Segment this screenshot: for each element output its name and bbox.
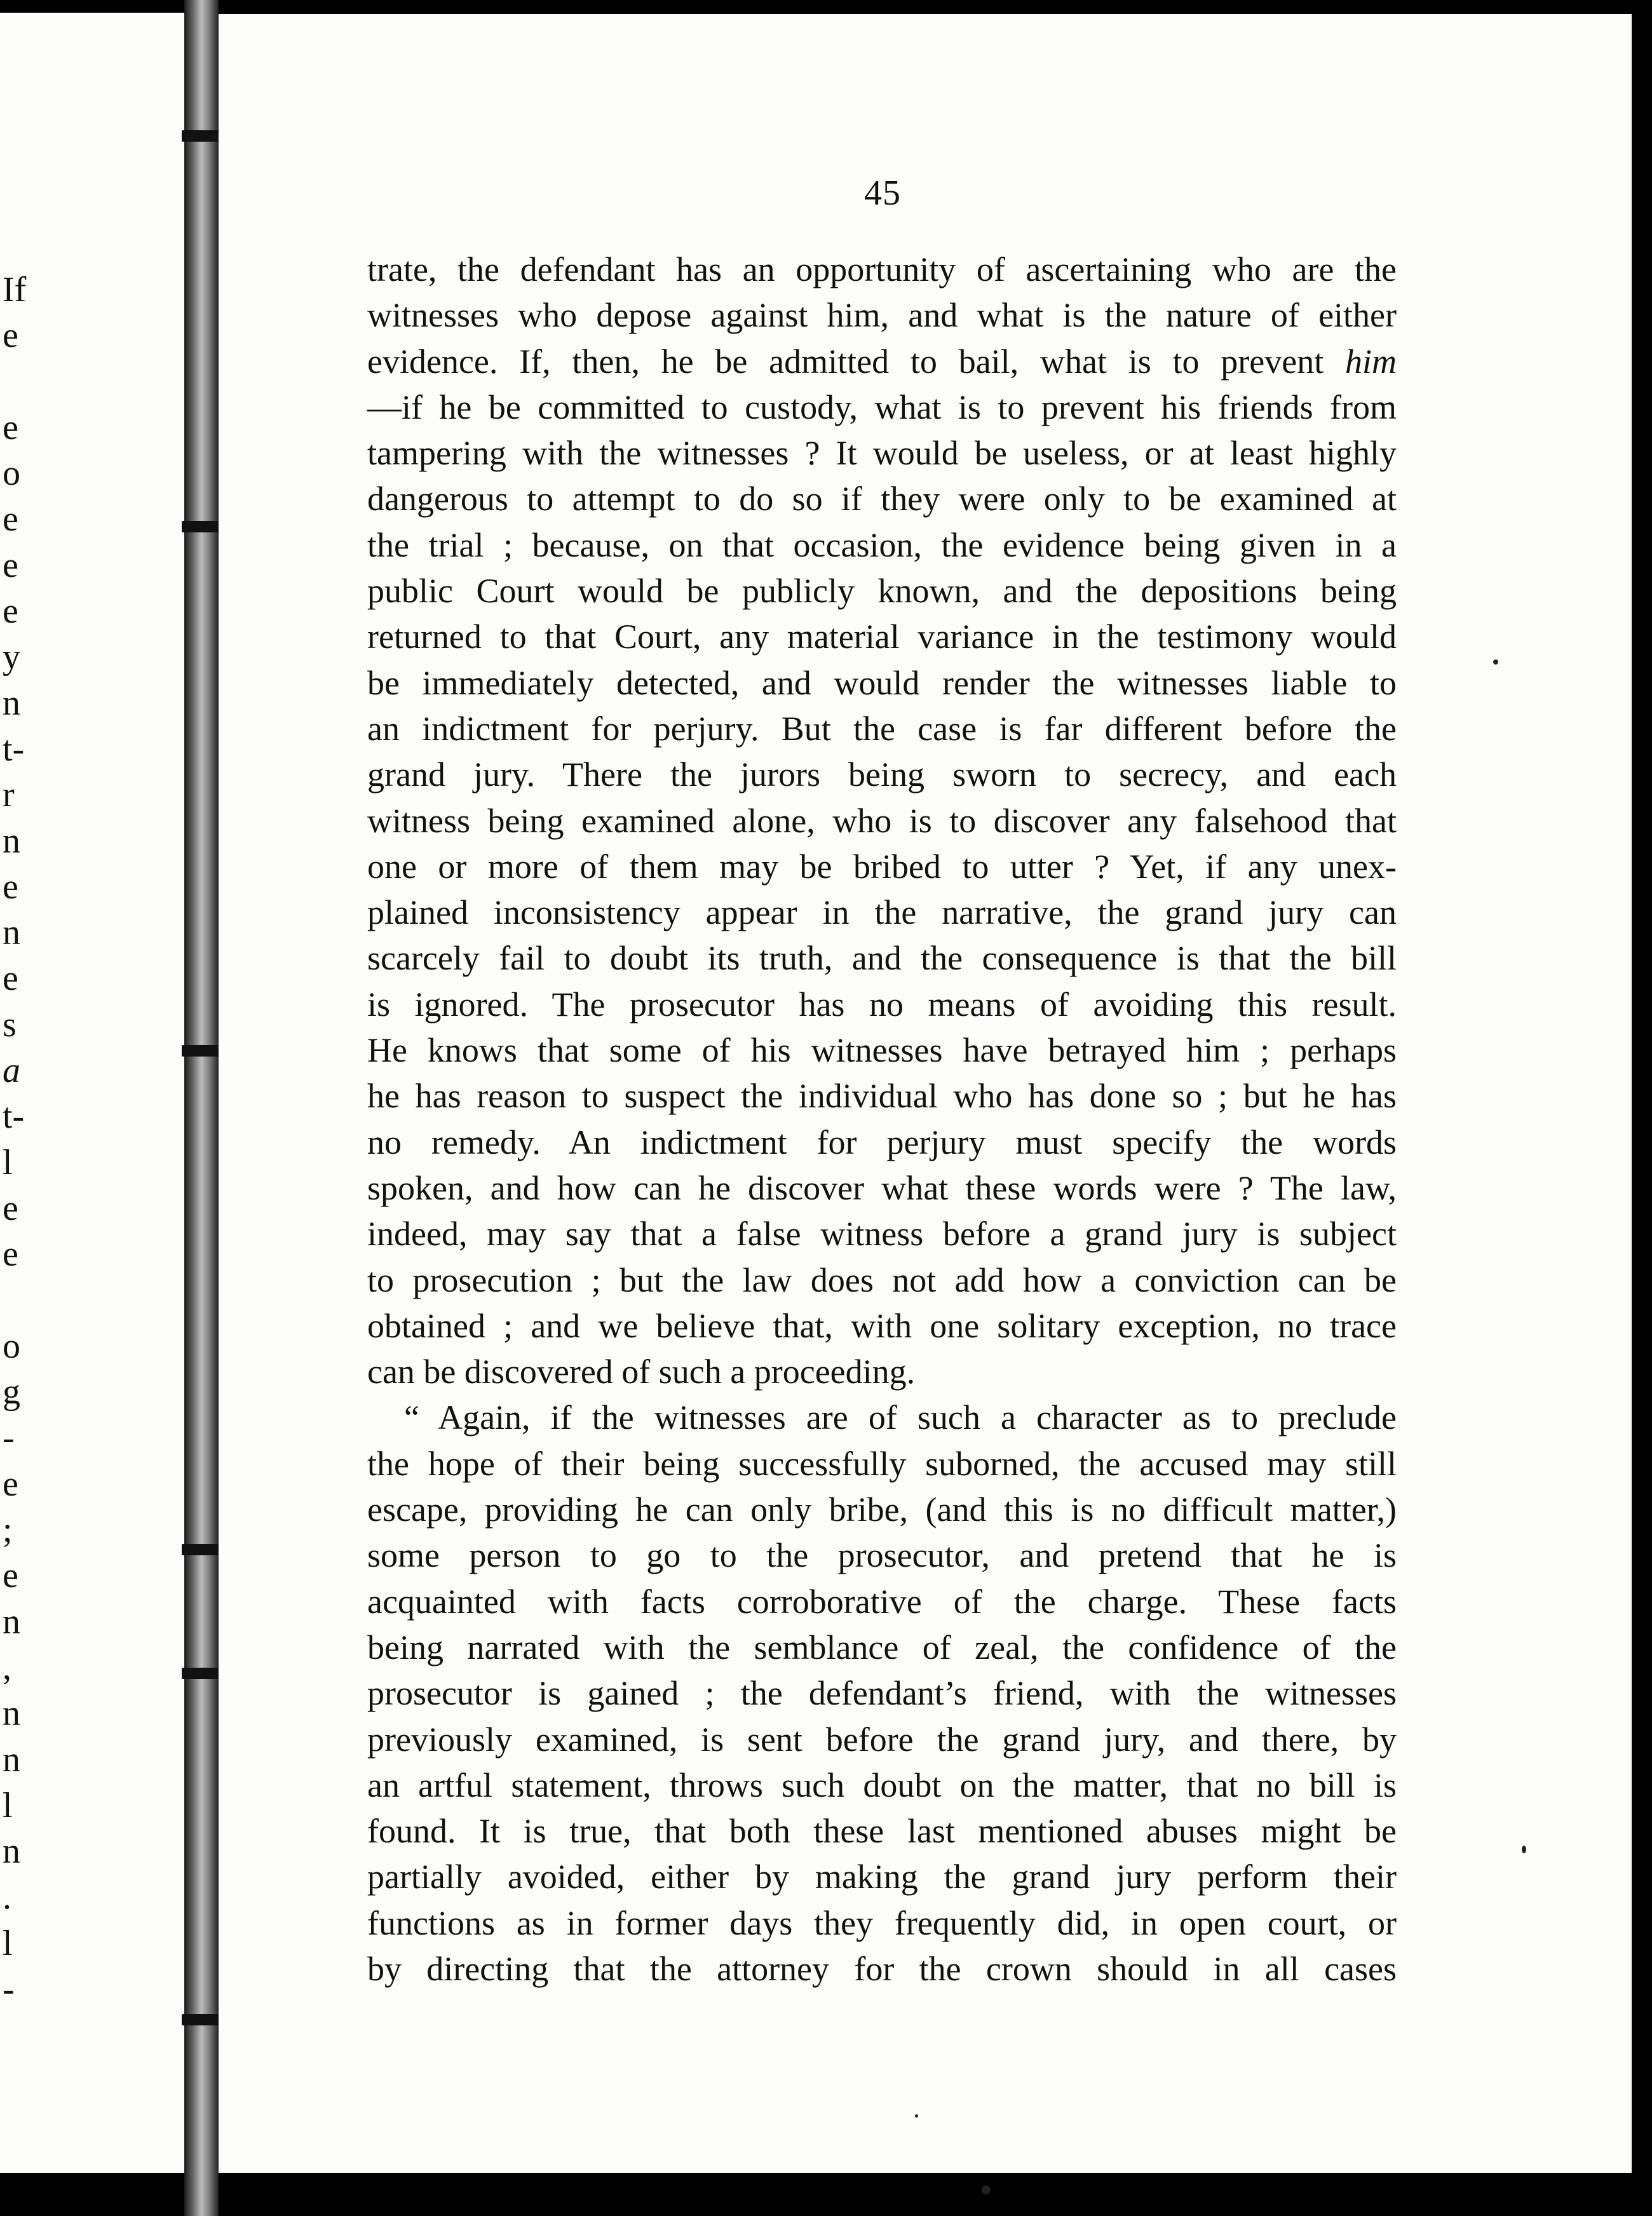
left-char: l <box>3 1923 13 1963</box>
gutter-stitch-mark <box>182 1544 221 1555</box>
left-char: o <box>3 454 20 494</box>
left-char: l <box>3 1142 13 1182</box>
gutter-stitch-mark <box>182 1045 221 1057</box>
text-line: witnesses who depose against him, and what is the nature of either <box>367 296 1397 335</box>
left-char: ; <box>3 1510 13 1550</box>
left-char: - <box>3 1418 15 1458</box>
text-line: can be discovered of such a proceeding. <box>367 1353 916 1391</box>
text-line: the trial ; because, on that occasion, the evidence being given in a <box>367 525 1397 564</box>
text-line: He knows that some of his witnesses have betrayed him ; perhaps <box>367 1031 1397 1070</box>
text-line: spoken, and how can he discover what these words were ? The law, <box>367 1168 1397 1207</box>
text-line: being narrated with the semblance of zeal, the confidence of the <box>367 1628 1397 1666</box>
text-line: grand jury. There the jurors being sworn to secrecy, and each <box>367 755 1397 794</box>
paper-speck <box>1493 659 1498 665</box>
left-char: e <box>3 1464 18 1504</box>
left-char: r <box>3 775 15 815</box>
left-char: If <box>3 270 27 309</box>
left-char: e <box>3 867 18 907</box>
text-line: trate, the defendant has an opportunity of ascertaining who are the <box>367 250 1397 288</box>
text-line: found. It is true, that both these last mentioned abuses might be <box>367 1812 1397 1851</box>
text-line: escape, providing he can only bribe, (and this is no difficult matter,) <box>367 1490 1397 1529</box>
text-line: “ Again, if the witnesses are of such a character as to preclude <box>404 1398 1397 1437</box>
text-line: partially avoided, either by making the grand jury perform their <box>367 1858 1397 1896</box>
gutter-stitch-mark <box>182 2014 221 2025</box>
text-line: functions as in former days they frequently did, in open court, or <box>367 1903 1397 1942</box>
left-char: . <box>3 1877 11 1917</box>
text-line: tampering with the witnesses ? It would be useless, or at least highly <box>367 434 1397 473</box>
text-line: one or more of them may be bribed to utter ? Yet, if any unex- <box>367 847 1397 886</box>
left-char: , <box>3 1647 11 1687</box>
text-line: the hope of their being successfully suborned, the accused may still <box>367 1444 1397 1483</box>
left-char <box>3 359 41 405</box>
left-char: a <box>3 1051 20 1091</box>
left-char: n <box>3 913 20 953</box>
text-line: scarcely fail to doubt its truth, and the consequence is that the bill <box>367 939 1397 978</box>
paper-speck <box>982 2186 991 2194</box>
page-number: 45 <box>864 173 901 213</box>
text-line: he has reason to suspect the individual who has done so ; but he has <box>367 1077 1397 1116</box>
text-line: witness being examined alone, who is to discover any falsehood that <box>367 801 1397 840</box>
left-char: y <box>3 637 20 677</box>
left-char: e <box>3 1188 18 1228</box>
body-text <box>367 247 1397 1992</box>
text-line: evidence. If, then, he be admitted to bail, what is to prevent him <box>367 342 1397 381</box>
left-char: n <box>3 1694 20 1734</box>
left-char: e <box>3 591 18 632</box>
text-line: an artful statement, throws such doubt on the matter, that no bill is <box>367 1766 1397 1804</box>
left-char: e <box>3 316 18 356</box>
gutter-stitch-mark <box>182 1668 221 1679</box>
gutter-stitch-mark <box>182 521 221 532</box>
text-line: is ignored. The prosecutor has no means of avoiding this result. <box>367 985 1397 1024</box>
text-line: returned to that Court, any material variance in the testimony would <box>367 618 1397 656</box>
text-line: by directing that the attorney for the crown should in all cases <box>367 1949 1397 1988</box>
left-char: o <box>3 1326 20 1366</box>
text-line: —if he be committed to custody, what is to prevent his friends from <box>367 388 1397 426</box>
left-char: e <box>3 545 18 585</box>
left-char: e <box>3 959 18 999</box>
text-line: prosecutor is gained ; the defendant’s friend, with the witnesses <box>367 1674 1397 1713</box>
left-char: n <box>3 821 20 861</box>
left-char: n <box>3 683 20 723</box>
gutter-stitch-mark <box>182 130 221 142</box>
left-char: t- <box>3 729 25 769</box>
text-line: an indictment for perjury. But the case is far different before the <box>367 709 1397 748</box>
left-char: e <box>3 407 18 447</box>
left-page-edge <box>0 13 198 2173</box>
left-char: g <box>3 1372 20 1412</box>
text-line: no remedy. An indictment for perjury must specify the words <box>367 1123 1397 1161</box>
left-char: s <box>3 1004 17 1044</box>
text-line: some person to go to the prosecutor, and pretend that he is <box>367 1536 1397 1575</box>
left-page-cropped-text <box>3 267 41 2012</box>
text-line: dangerous to attempt to do so if they were only to be examined at <box>367 480 1397 518</box>
text-line: plained inconsistency appear in the narrative, the grand jury can <box>367 893 1397 932</box>
text-line: public Court would be publicly known, and the depositions being <box>367 572 1397 611</box>
left-char <box>3 1278 41 1323</box>
text-line: acquainted with facts corroborative of the charge. These facts <box>367 1582 1397 1621</box>
text-line: obtained ; and we believe that, with one solitary exception, no trace <box>367 1306 1397 1345</box>
emphasis: him <box>1345 342 1397 381</box>
left-char: n <box>3 1832 20 1872</box>
text-line: to prosecution ; but the law does not add how a conviction can be <box>367 1260 1397 1299</box>
text-line: previously examined, is sent before the grand jury, and there, by <box>367 1720 1397 1759</box>
left-char: - <box>3 1969 15 2009</box>
book-gutter <box>184 0 219 2216</box>
left-char: e <box>3 1556 18 1596</box>
left-char: e <box>3 1234 18 1274</box>
paper-speck <box>915 2114 918 2118</box>
left-char: n <box>3 1602 20 1642</box>
left-char: l <box>3 1785 13 1825</box>
left-char: e <box>3 499 18 539</box>
left-char: t- <box>3 1097 25 1137</box>
text-line: be immediately detected, and would render the witnesses liable to <box>367 663 1397 702</box>
text-line: indeed, may say that a false witness before a grand jury is subject <box>367 1215 1397 1253</box>
left-char: n <box>3 1740 20 1780</box>
paper-speck <box>1522 1846 1526 1853</box>
